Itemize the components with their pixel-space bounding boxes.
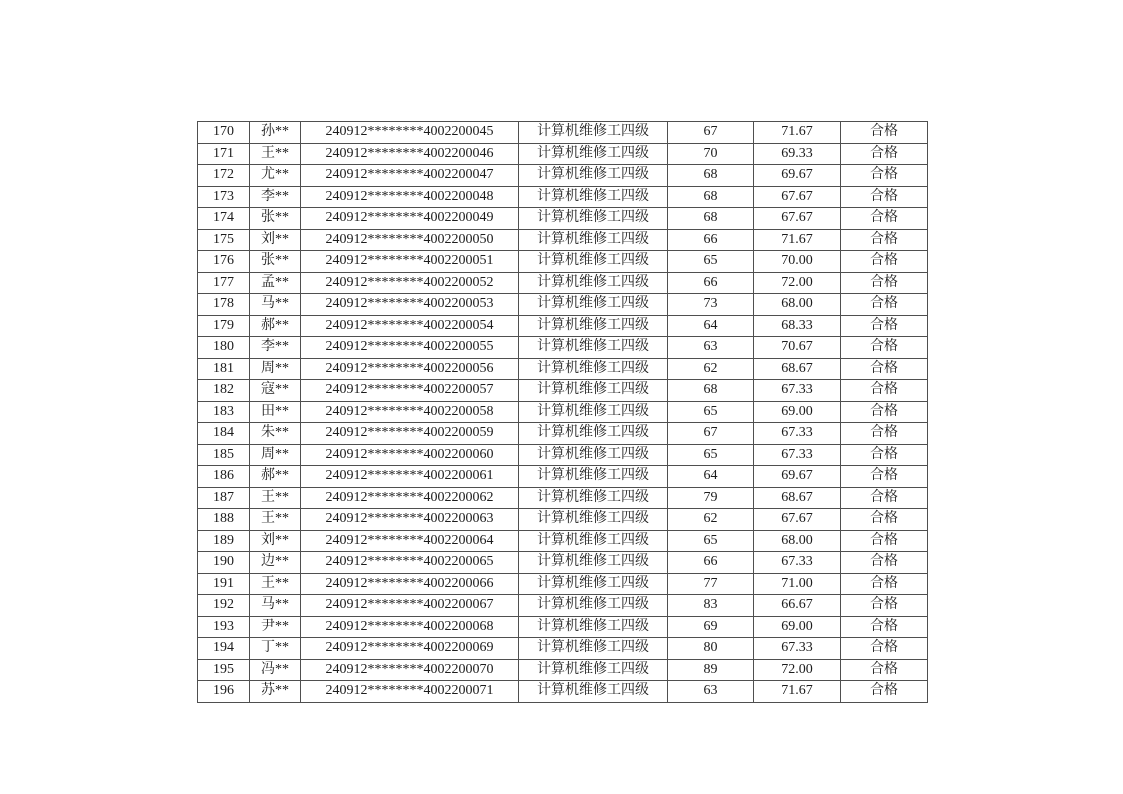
exam-results-table [197, 121, 928, 703]
cell-id_number: 240912********4002200068 [301, 616, 519, 638]
table-row [198, 272, 928, 294]
cell-score1: 66 [668, 229, 754, 251]
cell-result: 合格 [841, 315, 928, 337]
cell-score2: 69.33 [754, 143, 841, 165]
cell-score2: 67.67 [754, 186, 841, 208]
table-row [198, 122, 928, 144]
cell-name: 王** [250, 509, 301, 531]
cell-score1: 67 [668, 122, 754, 144]
table-row [198, 509, 928, 531]
cell-result: 合格 [841, 165, 928, 187]
cell-id_number: 240912********4002200060 [301, 444, 519, 466]
cell-id_number: 240912********4002200063 [301, 509, 519, 531]
cell-id_number: 240912********4002200058 [301, 401, 519, 423]
cell-id_number: 240912********4002200064 [301, 530, 519, 552]
cell-serial: 177 [198, 272, 250, 294]
cell-serial: 186 [198, 466, 250, 488]
cell-occupation: 计算机维修工四级 [519, 444, 668, 466]
cell-serial: 176 [198, 251, 250, 273]
cell-score1: 65 [668, 251, 754, 273]
cell-score1: 62 [668, 358, 754, 380]
cell-result: 合格 [841, 638, 928, 660]
table-row [198, 358, 928, 380]
cell-result: 合格 [841, 659, 928, 681]
cell-score1: 70 [668, 143, 754, 165]
cell-occupation: 计算机维修工四级 [519, 509, 668, 531]
cell-score2: 67.33 [754, 444, 841, 466]
cell-serial: 175 [198, 229, 250, 251]
cell-name: 丁** [250, 638, 301, 660]
cell-occupation: 计算机维修工四级 [519, 229, 668, 251]
cell-score1: 77 [668, 573, 754, 595]
table-row [198, 530, 928, 552]
cell-serial: 180 [198, 337, 250, 359]
cell-serial: 188 [198, 509, 250, 531]
table-row [198, 401, 928, 423]
cell-result: 合格 [841, 444, 928, 466]
cell-occupation: 计算机维修工四级 [519, 122, 668, 144]
cell-serial: 179 [198, 315, 250, 337]
cell-result: 合格 [841, 616, 928, 638]
cell-serial: 192 [198, 595, 250, 617]
table-row [198, 659, 928, 681]
cell-result: 合格 [841, 509, 928, 531]
cell-occupation: 计算机维修工四级 [519, 143, 668, 165]
table-row [198, 229, 928, 251]
cell-serial: 184 [198, 423, 250, 445]
cell-score2: 72.00 [754, 659, 841, 681]
cell-result: 合格 [841, 487, 928, 509]
cell-name: 田** [250, 401, 301, 423]
table-row [198, 552, 928, 574]
cell-occupation: 计算机维修工四级 [519, 595, 668, 617]
cell-serial: 189 [198, 530, 250, 552]
cell-result: 合格 [841, 530, 928, 552]
cell-score2: 67.67 [754, 509, 841, 531]
cell-score2: 70.67 [754, 337, 841, 359]
cell-score2: 69.67 [754, 165, 841, 187]
cell-score1: 68 [668, 208, 754, 230]
cell-name: 刘** [250, 229, 301, 251]
cell-name: 马** [250, 294, 301, 316]
cell-id_number: 240912********4002200057 [301, 380, 519, 402]
cell-result: 合格 [841, 681, 928, 703]
cell-name: 郝** [250, 315, 301, 337]
cell-occupation: 计算机维修工四级 [519, 358, 668, 380]
cell-score2: 67.33 [754, 380, 841, 402]
cell-name: 张** [250, 208, 301, 230]
cell-id_number: 240912********4002200056 [301, 358, 519, 380]
table-body [198, 122, 928, 703]
cell-name: 王** [250, 143, 301, 165]
cell-score2: 71.67 [754, 681, 841, 703]
cell-id_number: 240912********4002200059 [301, 423, 519, 445]
cell-id_number: 240912********4002200055 [301, 337, 519, 359]
cell-occupation: 计算机维修工四级 [519, 552, 668, 574]
cell-occupation: 计算机维修工四级 [519, 380, 668, 402]
cell-score2: 66.67 [754, 595, 841, 617]
cell-id_number: 240912********4002200070 [301, 659, 519, 681]
cell-id_number: 240912********4002200071 [301, 681, 519, 703]
cell-occupation: 计算机维修工四级 [519, 681, 668, 703]
cell-id_number: 240912********4002200069 [301, 638, 519, 660]
cell-score2: 67.67 [754, 208, 841, 230]
cell-score2: 68.67 [754, 487, 841, 509]
cell-occupation: 计算机维修工四级 [519, 272, 668, 294]
cell-serial: 193 [198, 616, 250, 638]
cell-occupation: 计算机维修工四级 [519, 616, 668, 638]
table-row [198, 487, 928, 509]
cell-id_number: 240912********4002200050 [301, 229, 519, 251]
cell-name: 张** [250, 251, 301, 273]
cell-score1: 69 [668, 616, 754, 638]
cell-name: 周** [250, 358, 301, 380]
cell-score2: 69.00 [754, 401, 841, 423]
cell-score1: 89 [668, 659, 754, 681]
cell-score1: 79 [668, 487, 754, 509]
cell-name: 寇** [250, 380, 301, 402]
cell-result: 合格 [841, 552, 928, 574]
cell-serial: 194 [198, 638, 250, 660]
cell-result: 合格 [841, 208, 928, 230]
table-row [198, 165, 928, 187]
table-row [198, 444, 928, 466]
cell-name: 尹** [250, 616, 301, 638]
cell-name: 孟** [250, 272, 301, 294]
cell-result: 合格 [841, 423, 928, 445]
table-row [198, 638, 928, 660]
cell-result: 合格 [841, 401, 928, 423]
cell-result: 合格 [841, 466, 928, 488]
cell-name: 刘** [250, 530, 301, 552]
cell-id_number: 240912********4002200046 [301, 143, 519, 165]
cell-name: 苏** [250, 681, 301, 703]
cell-score1: 67 [668, 423, 754, 445]
cell-score2: 68.00 [754, 530, 841, 552]
cell-score2: 67.33 [754, 638, 841, 660]
cell-score1: 80 [668, 638, 754, 660]
cell-score2: 71.67 [754, 122, 841, 144]
cell-name: 郝** [250, 466, 301, 488]
cell-name: 马** [250, 595, 301, 617]
cell-score2: 71.00 [754, 573, 841, 595]
table-row [198, 208, 928, 230]
cell-result: 合格 [841, 229, 928, 251]
table-row [198, 143, 928, 165]
cell-serial: 190 [198, 552, 250, 574]
cell-id_number: 240912********4002200053 [301, 294, 519, 316]
cell-serial: 171 [198, 143, 250, 165]
cell-serial: 178 [198, 294, 250, 316]
cell-serial: 182 [198, 380, 250, 402]
cell-id_number: 240912********4002200051 [301, 251, 519, 273]
cell-occupation: 计算机维修工四级 [519, 530, 668, 552]
cell-score2: 69.00 [754, 616, 841, 638]
table-row [198, 616, 928, 638]
cell-result: 合格 [841, 573, 928, 595]
cell-occupation: 计算机维修工四级 [519, 251, 668, 273]
cell-score2: 68.33 [754, 315, 841, 337]
cell-name: 冯** [250, 659, 301, 681]
cell-serial: 195 [198, 659, 250, 681]
cell-result: 合格 [841, 272, 928, 294]
cell-score1: 68 [668, 186, 754, 208]
cell-serial: 196 [198, 681, 250, 703]
table-row [198, 573, 928, 595]
cell-score2: 68.67 [754, 358, 841, 380]
cell-serial: 181 [198, 358, 250, 380]
cell-score1: 66 [668, 552, 754, 574]
cell-result: 合格 [841, 595, 928, 617]
cell-id_number: 240912********4002200047 [301, 165, 519, 187]
cell-score1: 65 [668, 401, 754, 423]
table-row [198, 595, 928, 617]
cell-serial: 173 [198, 186, 250, 208]
cell-score1: 63 [668, 681, 754, 703]
cell-result: 合格 [841, 143, 928, 165]
cell-occupation: 计算机维修工四级 [519, 638, 668, 660]
cell-score1: 65 [668, 530, 754, 552]
cell-score1: 83 [668, 595, 754, 617]
table-row [198, 186, 928, 208]
cell-serial: 191 [198, 573, 250, 595]
cell-occupation: 计算机维修工四级 [519, 186, 668, 208]
cell-result: 合格 [841, 122, 928, 144]
cell-id_number: 240912********4002200048 [301, 186, 519, 208]
cell-name: 李** [250, 186, 301, 208]
cell-score2: 71.67 [754, 229, 841, 251]
cell-score1: 62 [668, 509, 754, 531]
cell-id_number: 240912********4002200054 [301, 315, 519, 337]
cell-serial: 187 [198, 487, 250, 509]
cell-score2: 68.00 [754, 294, 841, 316]
table-row [198, 466, 928, 488]
cell-name: 边** [250, 552, 301, 574]
cell-name: 王** [250, 487, 301, 509]
cell-result: 合格 [841, 380, 928, 402]
cell-occupation: 计算机维修工四级 [519, 659, 668, 681]
cell-name: 周** [250, 444, 301, 466]
cell-score1: 64 [668, 315, 754, 337]
cell-score1: 63 [668, 337, 754, 359]
table-row [198, 294, 928, 316]
cell-id_number: 240912********4002200061 [301, 466, 519, 488]
cell-result: 合格 [841, 294, 928, 316]
cell-score1: 65 [668, 444, 754, 466]
cell-id_number: 240912********4002200045 [301, 122, 519, 144]
cell-score2: 67.33 [754, 423, 841, 445]
table-row [198, 251, 928, 273]
cell-occupation: 计算机维修工四级 [519, 487, 668, 509]
cell-name: 尤** [250, 165, 301, 187]
cell-id_number: 240912********4002200052 [301, 272, 519, 294]
cell-occupation: 计算机维修工四级 [519, 337, 668, 359]
cell-score2: 72.00 [754, 272, 841, 294]
cell-score2: 69.67 [754, 466, 841, 488]
cell-occupation: 计算机维修工四级 [519, 466, 668, 488]
cell-occupation: 计算机维修工四级 [519, 423, 668, 445]
cell-name: 孙** [250, 122, 301, 144]
cell-score1: 66 [668, 272, 754, 294]
cell-serial: 185 [198, 444, 250, 466]
cell-id_number: 240912********4002200066 [301, 573, 519, 595]
cell-id_number: 240912********4002200062 [301, 487, 519, 509]
cell-serial: 183 [198, 401, 250, 423]
table-row [198, 337, 928, 359]
cell-result: 合格 [841, 337, 928, 359]
cell-score1: 64 [668, 466, 754, 488]
cell-result: 合格 [841, 251, 928, 273]
cell-occupation: 计算机维修工四级 [519, 573, 668, 595]
cell-score1: 68 [668, 380, 754, 402]
cell-id_number: 240912********4002200049 [301, 208, 519, 230]
cell-name: 李** [250, 337, 301, 359]
cell-result: 合格 [841, 358, 928, 380]
table-row [198, 423, 928, 445]
cell-score1: 68 [668, 165, 754, 187]
cell-result: 合格 [841, 186, 928, 208]
cell-score2: 70.00 [754, 251, 841, 273]
cell-id_number: 240912********4002200065 [301, 552, 519, 574]
cell-occupation: 计算机维修工四级 [519, 315, 668, 337]
cell-score2: 67.33 [754, 552, 841, 574]
table-row [198, 380, 928, 402]
cell-id_number: 240912********4002200067 [301, 595, 519, 617]
cell-serial: 172 [198, 165, 250, 187]
table-row [198, 315, 928, 337]
cell-occupation: 计算机维修工四级 [519, 165, 668, 187]
cell-occupation: 计算机维修工四级 [519, 208, 668, 230]
cell-occupation: 计算机维修工四级 [519, 294, 668, 316]
cell-serial: 174 [198, 208, 250, 230]
cell-serial: 170 [198, 122, 250, 144]
table-row [198, 681, 928, 703]
cell-occupation: 计算机维修工四级 [519, 401, 668, 423]
cell-name: 王** [250, 573, 301, 595]
cell-name: 朱** [250, 423, 301, 445]
cell-score1: 73 [668, 294, 754, 316]
